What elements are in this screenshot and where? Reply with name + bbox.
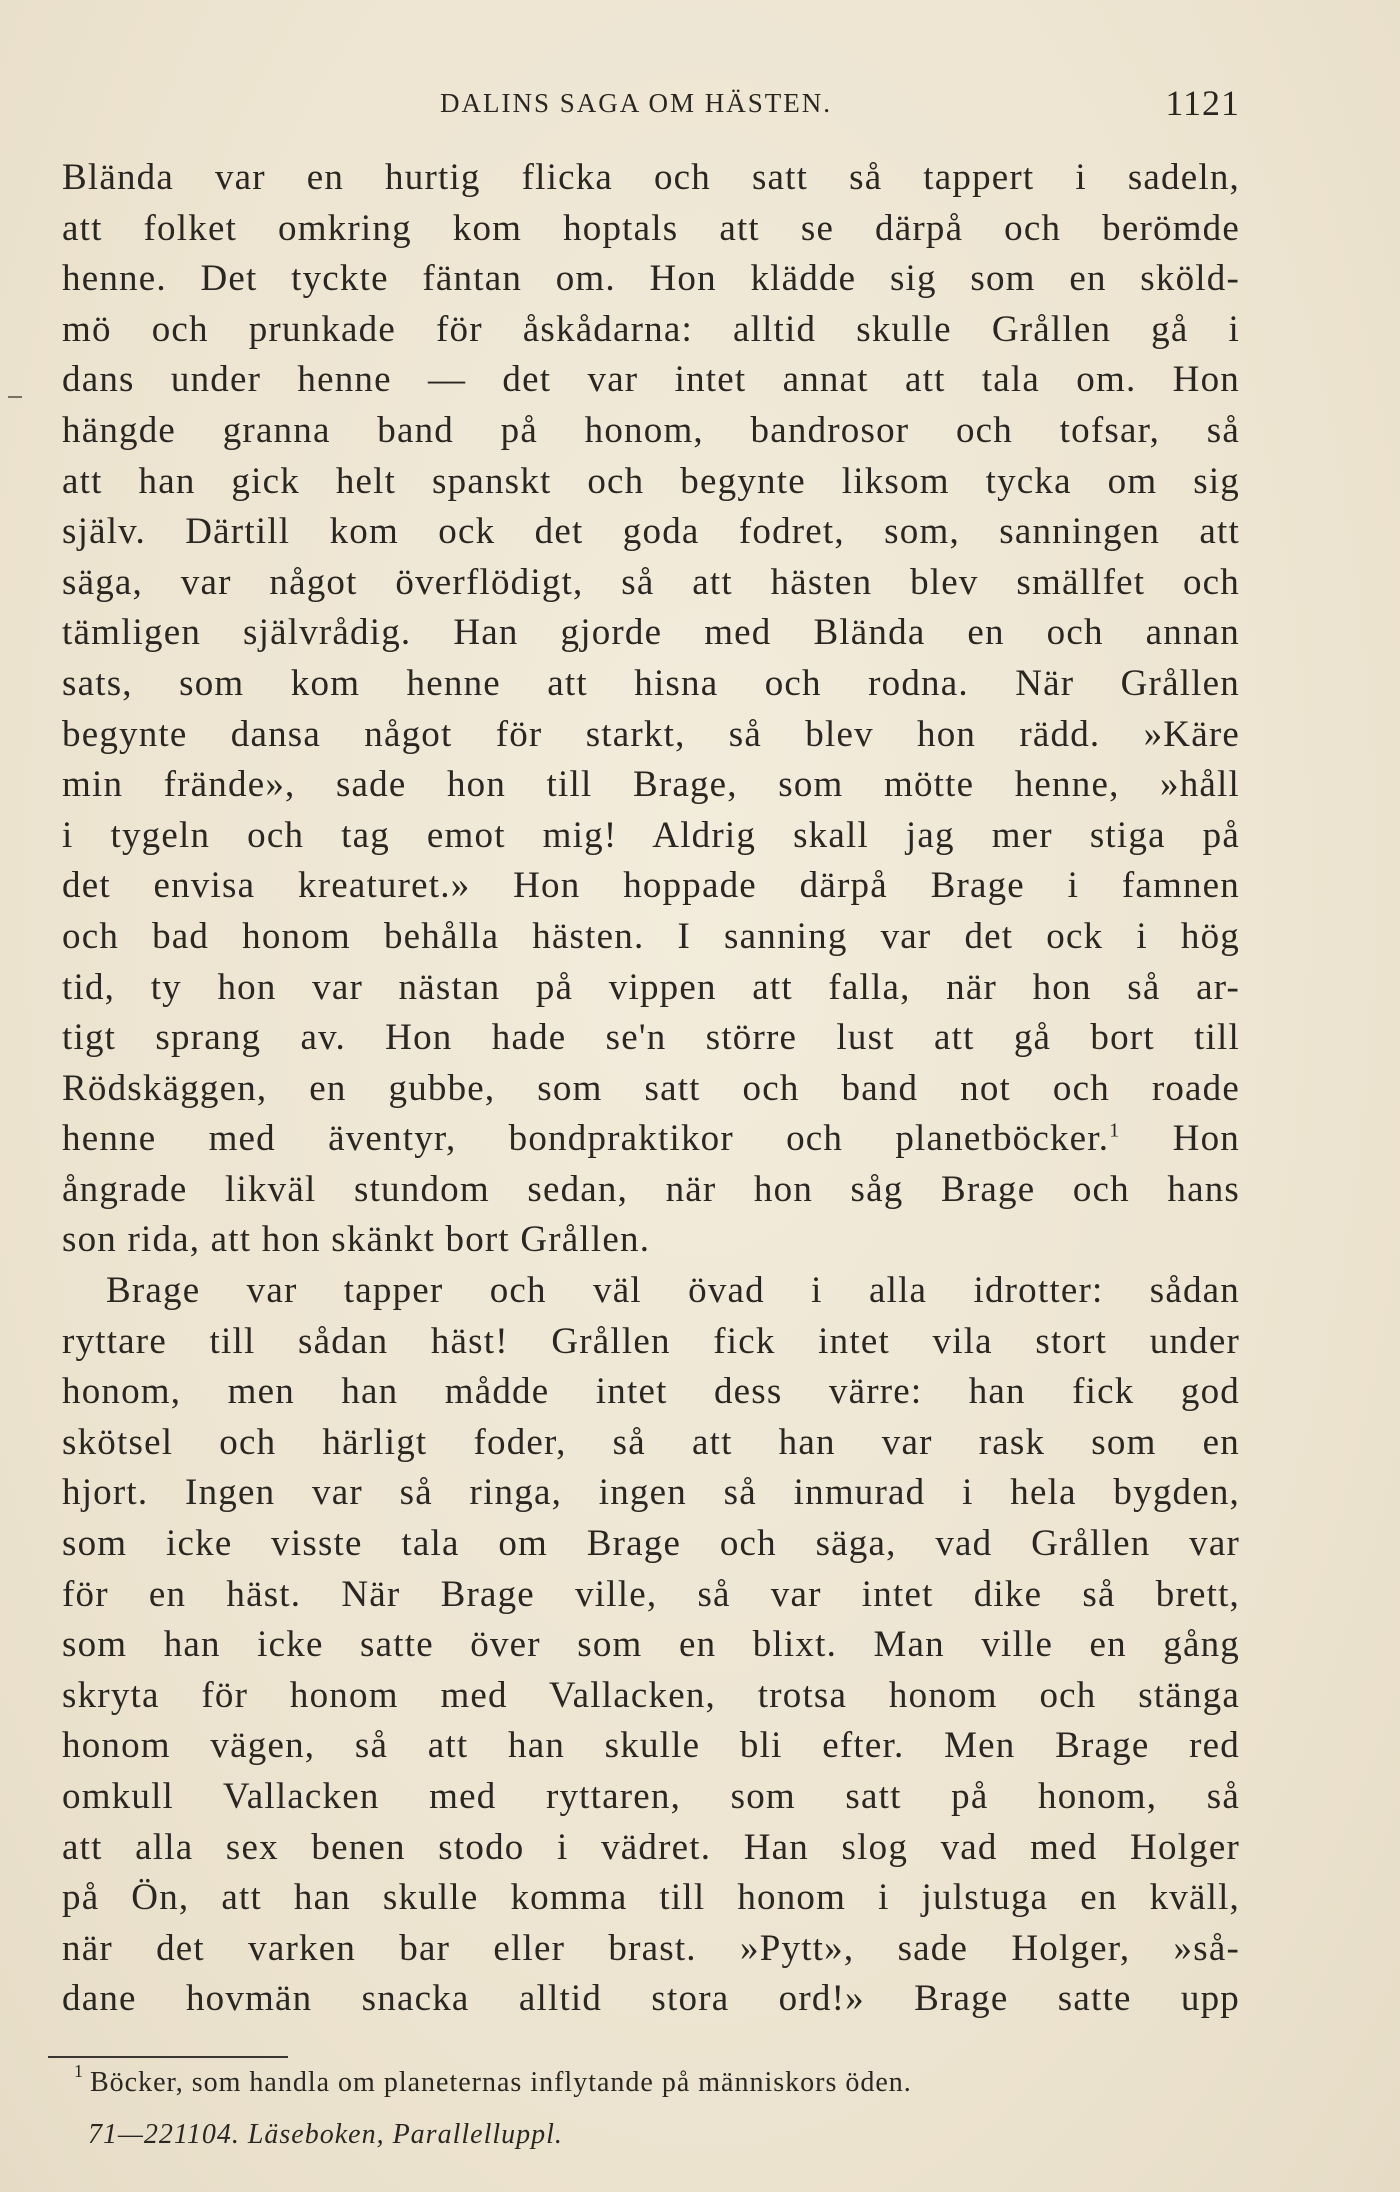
text-line: som han icke satte över som en blixt. Man ville en gång xyxy=(62,1624,1240,1666)
text-line: hängde granna band på honom, bandrosor och tofsar, så xyxy=(62,409,1240,451)
text-line-with-footnote-ref xyxy=(62,1114,1240,1165)
text-line: i tygeln och tag emot mig! Aldrig skall jag mer stiga på xyxy=(62,814,1240,856)
text-line: själv. Därtill kom ock det goda fodret, som, sanningen att xyxy=(62,511,1240,553)
text-line: som icke visste tala om Brage och säga, vad Grållen var xyxy=(62,1523,1240,1565)
text-line: honom, men han mådde intet dess värre: han fick god xyxy=(62,1371,1240,1413)
body-text xyxy=(62,153,1240,2025)
text-line: säga, var något överflödigt, så att hästen blev smällfet och xyxy=(62,561,1240,603)
printer-signature xyxy=(88,2119,563,2151)
text-line-start: henne med äventyr, bondpraktikor och planetböcker. xyxy=(62,1118,1110,1160)
page-number: 1121 xyxy=(1165,83,1240,123)
text-line: tigt sprang av. Hon hade se'n större lust att gå bort till xyxy=(62,1017,1240,1059)
paragraph-1 xyxy=(62,153,1240,1266)
text-line: mö och prunkade för åskådarna: alltid skulle Grållen gå i xyxy=(62,308,1240,350)
text-line: tämligen självrådig. Han gjorde med Blända en och annan xyxy=(62,612,1240,654)
page-header xyxy=(60,82,1240,122)
footnote xyxy=(74,2061,912,2099)
text-line: och bad honom behålla hästen. I sanning var det ock i hög xyxy=(62,915,1240,957)
text-line: min frände», sade hon till Brage, som mötte henne, »håll xyxy=(62,764,1240,806)
footnote-mark: 1 xyxy=(74,2061,84,2081)
text-line: på Ön, att han skulle komma till honom i julstuga en kväll, xyxy=(62,1877,1240,1919)
margin-mark xyxy=(8,396,22,398)
text-line: dane hovmän snacka alltid stora ord!» Brage satte upp xyxy=(62,1978,1240,2020)
signature-title: Läseboken, Parallelluppl. xyxy=(247,2119,563,2150)
text-line: när det varken bar eller brast. »Pytt», sade Holger, »så- xyxy=(62,1927,1240,1969)
running-title: DALINS SAGA OM HÄSTEN. xyxy=(440,88,833,118)
text-line: att han gick helt spanskt och begynte liksom tycka om sig xyxy=(62,460,1240,502)
text-line: son rida, att hon skänkt bort Grållen. xyxy=(62,1219,651,1261)
text-line: skryta för honom med Vallacken, trotsa honom och stänga xyxy=(62,1674,1240,1716)
text-line: Brage var tapper och väl övad i alla idrotter: sådan xyxy=(106,1270,1240,1312)
footnote-reference: 1 xyxy=(1109,1119,1121,1142)
text-line: det envisa kreaturet.» Hon hoppade därpå Brage i famnen xyxy=(62,865,1240,907)
text-line: dans under henne — det var intet annat att tala om. Hon xyxy=(62,359,1240,401)
text-line: för en häst. När Brage ville, så var intet dike så brett, xyxy=(62,1573,1240,1615)
text-line: Blända var en hurtig flicka och satt så tappert i sadeln, xyxy=(62,157,1240,198)
text-line: tid, ty hon var nästan på vippen att falla, när hon så ar- xyxy=(62,966,1240,1008)
text-line: att alla sex benen stodo i vädret. Han slog vad med Holger xyxy=(62,1826,1240,1868)
footnote-rule xyxy=(48,2056,288,2058)
paragraph-2 xyxy=(62,1266,1240,2025)
text-line: begynte dansa något för starkt, så blev hon rädd. »Käre xyxy=(62,713,1240,755)
text-line: honom vägen, så att han skulle bli efter. Men Brage red xyxy=(62,1725,1240,1767)
text-line: omkull Vallacken med ryttaren, som satt på honom, så xyxy=(62,1776,1240,1817)
text-line: ångrade likväl stundom sedan, när hon såg Brage och hans xyxy=(62,1168,1240,1210)
signature-code: 71—221104. xyxy=(88,2119,240,2150)
footnote-text: Böcker, som handla om planeternas inflytande på människors öden. xyxy=(90,2067,912,2098)
text-line: Rödskäggen, en gubbe, som satt och band not och roade xyxy=(62,1067,1240,1109)
text-line: att folket omkring kom hoptals att se därpå och berömde xyxy=(62,207,1240,249)
text-line: sats, som kom henne att hisna och rodna. När Grållen xyxy=(62,662,1240,704)
text-line: henne. Det tyckte fäntan om. Hon klädde sig som en sköld- xyxy=(62,258,1240,300)
text-line: ryttare till sådan häst! Grållen fick intet vila stort under xyxy=(62,1320,1240,1362)
text-line: skötsel och härligt foder, så att han var rask som en xyxy=(62,1421,1240,1463)
text-line-end: Hon xyxy=(1172,1118,1240,1160)
text-line: hjort. Ingen var så ringa, ingen så inmurad i hela bygden, xyxy=(62,1472,1240,1514)
